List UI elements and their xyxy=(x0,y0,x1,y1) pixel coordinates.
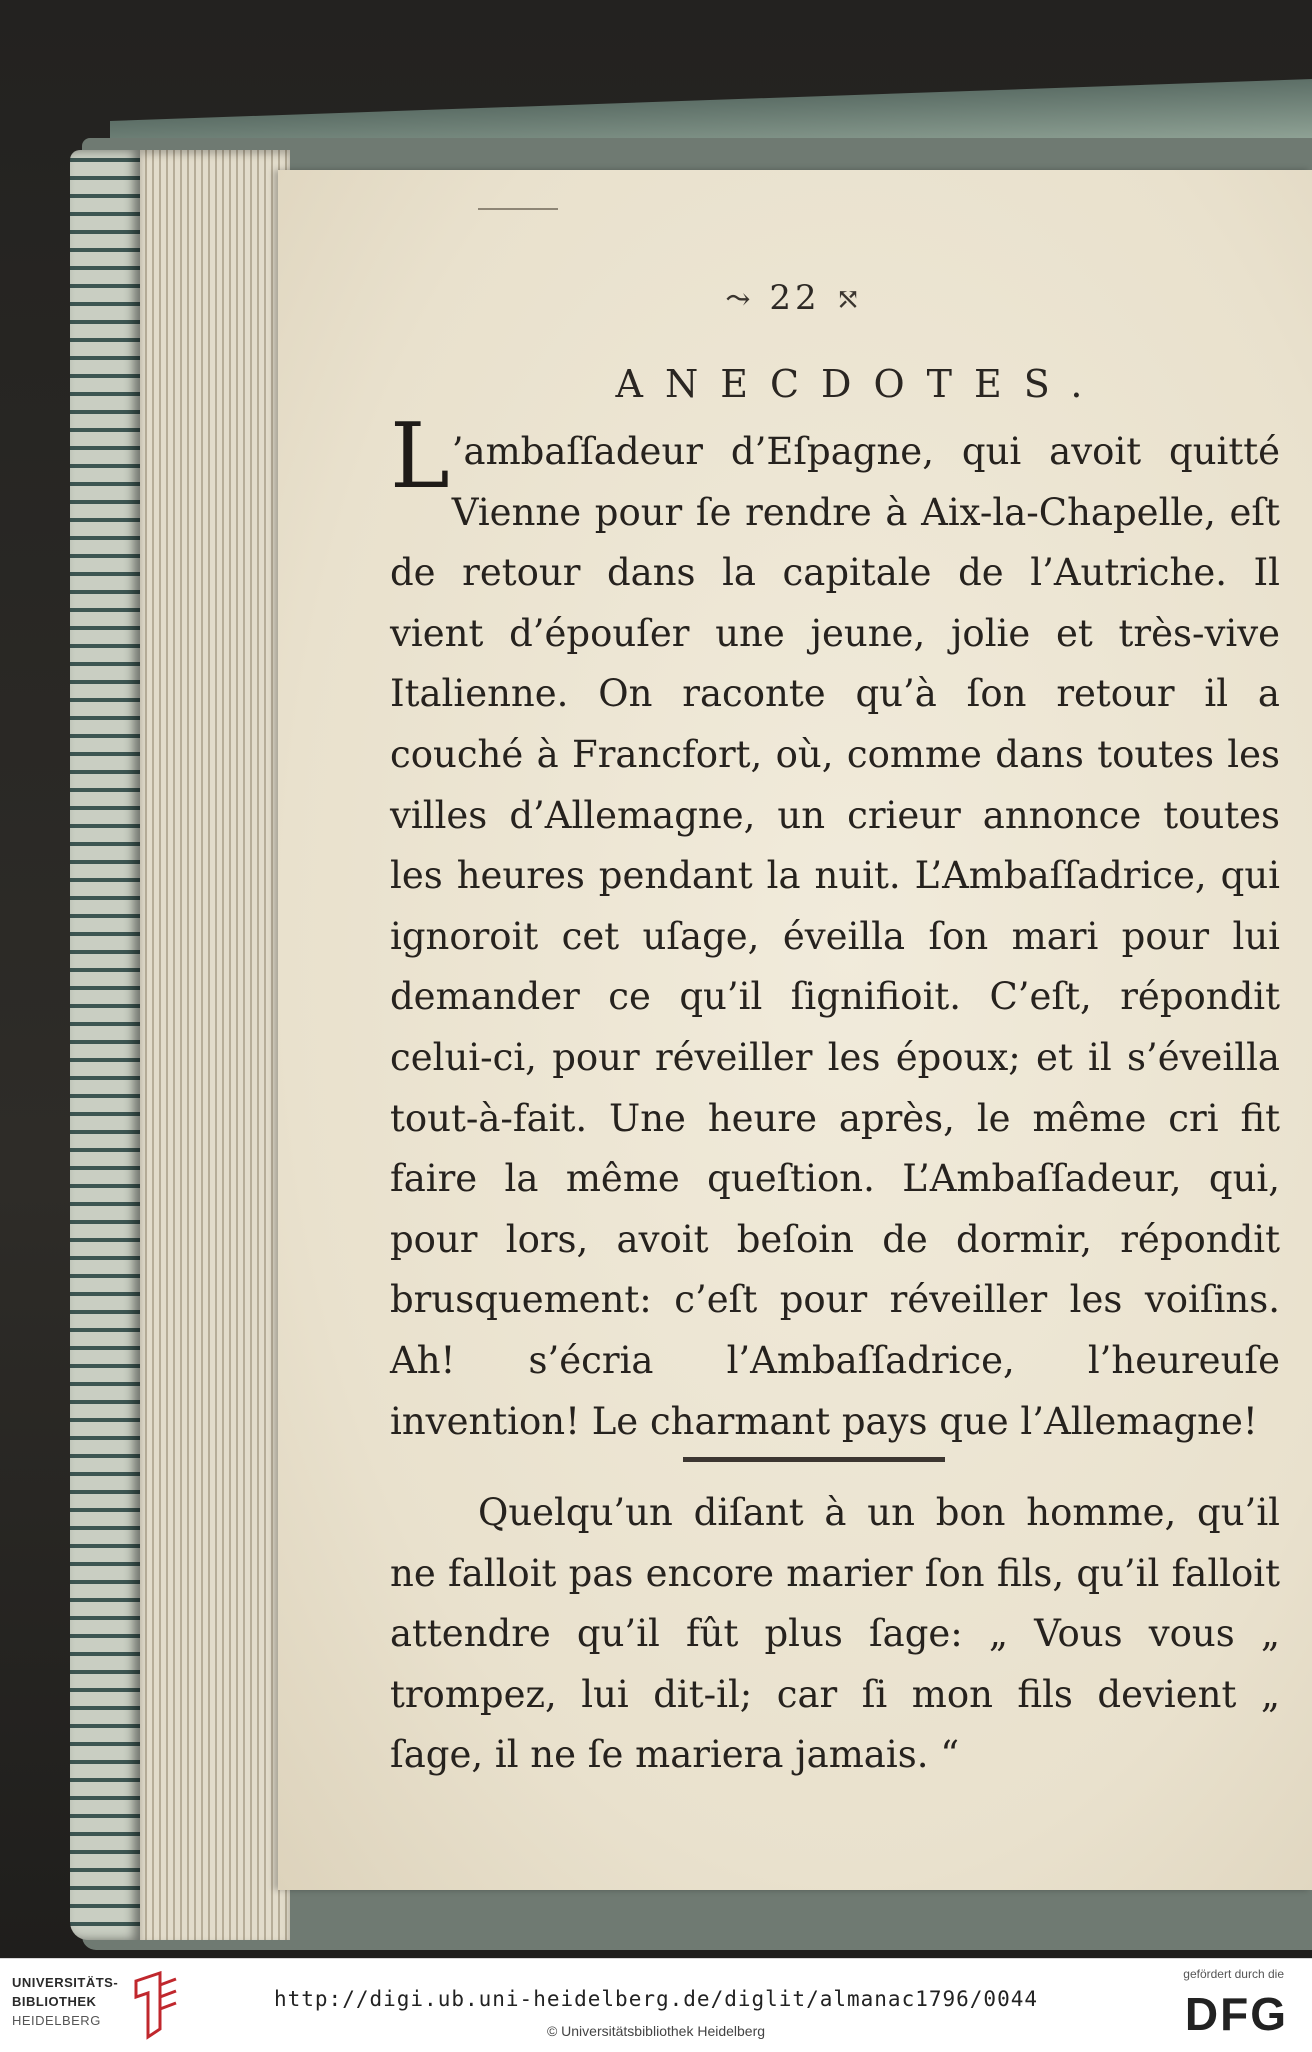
section-divider xyxy=(683,1457,945,1462)
page-edges xyxy=(140,150,290,1940)
footer-bar xyxy=(0,1958,1312,2052)
copyright-notice: © Universitätsbibliothek Heidelberg xyxy=(546,2023,766,2039)
running-head xyxy=(278,278,1312,318)
left-ornament-icon: ⤳ xyxy=(725,282,755,317)
book-spine xyxy=(70,150,140,1940)
top-pencil-mark xyxy=(478,208,558,210)
dfg-logo[interactable]: DFG xyxy=(1184,1988,1288,2040)
drop-cap: L xyxy=(390,404,450,509)
first-anecdote xyxy=(390,404,1280,1452)
anecdote-text-1: ’ambaſſadeur d’Eſpagne, qui avoit quitté Vienne pour ſe rendre à Aix-la-Chapelle, eſt de retour dans la capitale de l’Autriche. Il vient d’épouſer une jeune, jolie et très-vive Italienne. On raconte qu’à ſon retour il a couché à Francfort, où, comme dans toutes les villes d’Allemagne, un crieur annonce toutes les heures pendant la nuit. L’Ambaſſadrice, qui ignoroit cet uſage, éveilla ſon mari pour lui demander ce qu’il ſignifioit. C’eſt, répondit celui-ci, pour réveiller les époux; et il s’éveilla tout-à-fait. Une heure après, le même cri fit faire la même queſtion. L’Ambaſſadeur, qui, pour lors, avoit beſoin de dormir, répondit brusquement: c’eſt pour réveiller les voiſins. Ah! s’écria l’Ambaſſadrice, l’heureuſe invention! Le charmant pays que l’Allemagne! xyxy=(390,430,1280,1443)
right-ornament-icon: ⤲ xyxy=(835,282,865,317)
permalink-url[interactable]: http://digi.ub.uni-heidelberg.de/diglit/almanac1796/0044 xyxy=(273,1987,1038,2011)
book-page xyxy=(278,170,1312,1890)
page-number: 22 xyxy=(769,278,821,318)
library-logo-text[interactable]: UNIVERSITÄTS- BIBLIOTHEK HEIDELBERG xyxy=(12,1975,119,2028)
funded-by-label: gefördert durch die xyxy=(1183,1967,1284,1981)
anecdote-text-2: Quelqu’un diſant à un bon homme, qu’il ne falloit pas encore marier ſon fils, qu’il falloit attendre qu’il fût plus ſage: „ Vous vous „ trompez, lui dit-il; car ſi mon fils devient „ ſage, il ne ſe mariera jamais. “ xyxy=(390,1491,1280,1777)
section-title: ANECDOTES. xyxy=(615,362,1105,406)
